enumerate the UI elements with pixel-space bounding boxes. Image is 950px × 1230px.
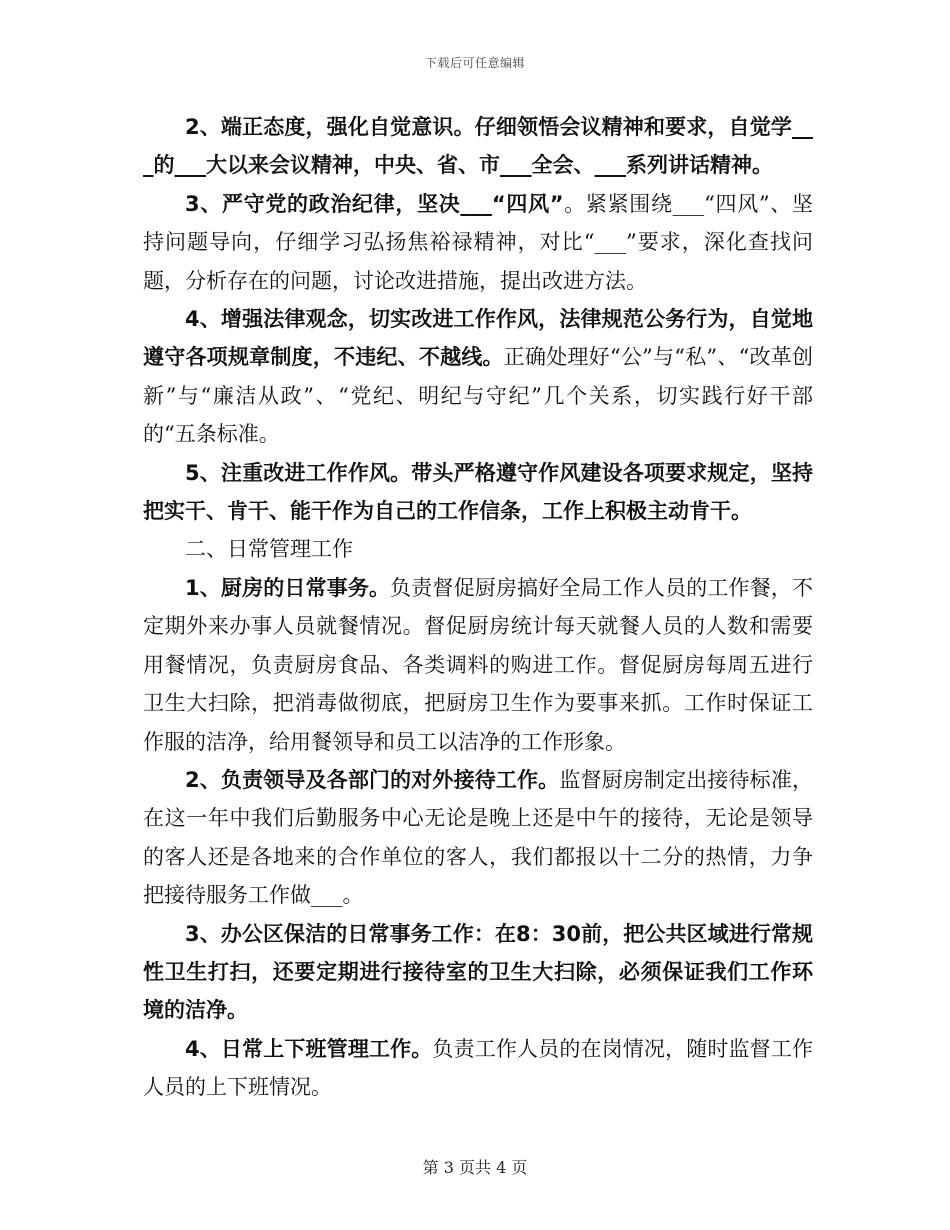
paragraph-2 — [143, 185, 813, 300]
paragraph-bold-text: 5、注重改进工作作风。带头严格遵守作风建设各项要求规定，坚持把实干、肯干、能干作为自己的工作信条，工作上积极主动肯干。 — [143, 460, 813, 524]
section-heading — [143, 530, 813, 568]
page-header: 下载后可任意编辑 — [424, 56, 525, 70]
page-footer: 第 3 页共 4 页 — [422, 1158, 528, 1177]
paragraph-bold-text: 4、日常上下班管理工作。 — [185, 1036, 433, 1061]
paragraph-7 — [143, 915, 813, 1030]
paragraph-1 — [143, 108, 813, 185]
paragraph-bold-text: 2、端正态度，强化自觉意识。仔细领悟会议精神和要求，自觉学___的___大以来会议精神，中央、省、市___全会、___系列讲话精神。 — [143, 115, 813, 178]
paragraph-text: 。紧紧围绕___“四风”、坚持问题导向，仔细学习弘扬焦裕禄精神，对比“___”要求，深化查找问题，分析存在的问题，讨论改进措施，提出改进方法。 — [143, 191, 813, 293]
paragraph-text: 正确处理好“公”与“私”、“改革创新”与“廉洁从政”、“党纪、明纪与守纪”几个关系，切实践行好干部的“五条标准。 — [143, 345, 813, 447]
paragraph-8 — [143, 1030, 813, 1107]
paragraph-text: 二、日常管理工作 — [185, 537, 353, 562]
paragraph-bold-text: 4、增强法律观念，切实改进工作作风，法律规范公务行为，自觉地遵守各项规章制度，不违纪、不越线。 — [143, 307, 813, 370]
paragraph-3 — [143, 300, 813, 454]
paragraph-text: 监督厨房制定出接待标准，在这一年中我们后勤服务中心无论是晚上还是中午的接待，无论是领导的客人还是各地来的合作单位的客人，我们都报以十二分的热情，力争把接待服务工作做___。 — [143, 767, 813, 908]
document-body — [143, 108, 813, 1107]
paragraph-4 — [143, 454, 813, 531]
paragraph-6 — [143, 761, 813, 915]
paragraph-bold-text: 3、严守党的政治纪律，坚决___“四风” — [185, 191, 564, 216]
paragraph-bold-text: 1、厨房的日常事务。 — [185, 575, 391, 600]
paragraph-text: 负责工作人员的在岗情况，随时监督工作人员的上下班情况。 — [143, 1036, 813, 1100]
paragraph-bold-text: 3、办公区保洁的日常事务工作：在8：30前，把公共区域进行常规性卫生打扫，还要定期进行接待室的卫生大扫除，必须保证我们工作环境的洁净。 — [143, 921, 813, 1023]
paragraph-text: 负责督促厨房搞好全局工作人员的工作餐，不定期外来办事人员就餐情况。督促厨房统计每天就餐人员的人数和需要用餐情况，负责厨房食品、各类调料的购进工作。督促厨房每周五进行卫生大扫除，把消毒做彻底，把厨房卫生作为要事来抓。工作时保证工作服的洁净，给用餐领导和员工以洁净的工作形象。 — [143, 575, 813, 754]
paragraph-bold-text: 2、负责领导及各部门的对外接待工作。 — [185, 767, 560, 792]
paragraph-5 — [143, 569, 813, 761]
